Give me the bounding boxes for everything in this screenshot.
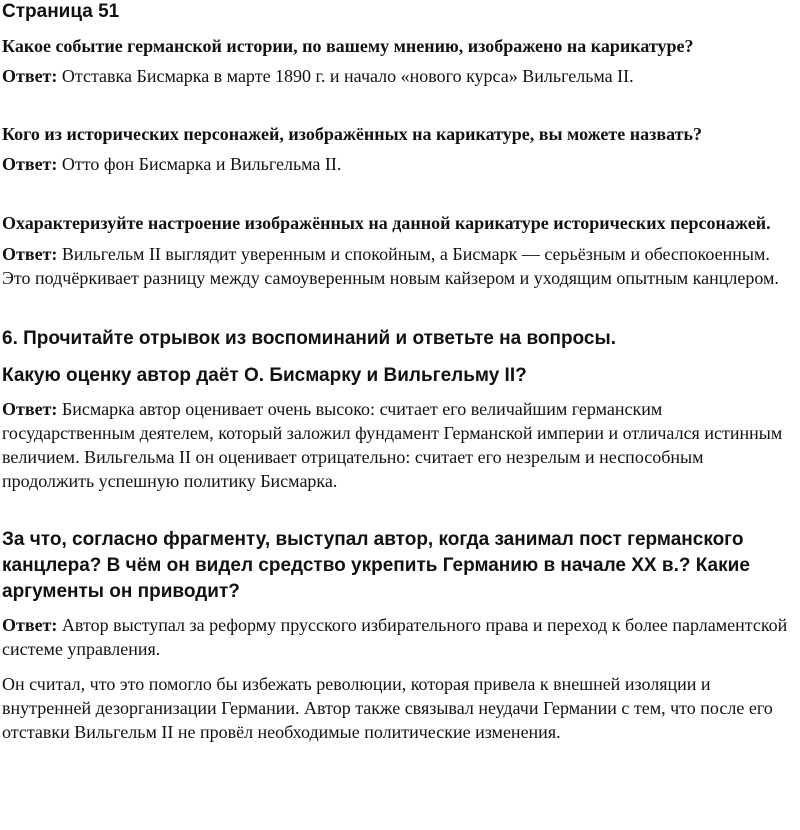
answer-label: Ответ:: [2, 244, 58, 264]
answer-label: Ответ:: [2, 154, 58, 174]
answer-2-text: Отто фон Бисмарка и Вильгельма II.: [61, 154, 342, 174]
answer-label: Ответ:: [2, 399, 58, 419]
page-heading: Страница 51: [2, 1, 120, 22]
question-1: Какое событие германской истории, по вашему мнению, изображено на карикатуре?: [2, 36, 694, 56]
answer-3: [2, 242, 798, 290]
question-4: Какую оценку автор даёт О. Бисмарку и Вильгельму II?: [2, 365, 527, 386]
answer-5-continued: Он считал, что это помогло бы избежать революции, которая привела к внешней изоляции и внутренней дезорганизации Германии. Автор также связывал неудачи Германии с тем, что после его отставки Вильгельм II не провёл необходимые политические изменения.: [2, 674, 773, 742]
answer-4: [2, 397, 798, 493]
answer-label: Ответ:: [2, 615, 58, 635]
question-2: Кого из исторических персонажей, изображённых на карикатуре, вы можете назвать?: [2, 124, 702, 144]
answer-1-text: Отставка Бисмарка в марте 1890 г. и начало «нового курса» Вильгельма II.: [61, 66, 634, 86]
answer-3-text: Вильгельм II выглядит уверенным и спокойным, а Бисмарк — серьёзным и обеспокоенным. Это подчёркивает разницу между самоуверенным новым кайзером и уходящим опытным канцлером.: [2, 244, 779, 288]
answer-label: Ответ:: [2, 66, 58, 86]
question-5: За что, согласно фрагменту, выступал автор, когда занимал пост германского канцлера? В чём он видел средство укрепить Германию в начале XX в.? Какие аргументы он приводит?: [2, 529, 750, 602]
answer-5-text: Автор выступал за реформу прусского избирательного права и переход к более парламентской системе управления.: [2, 615, 788, 659]
answer-5: [2, 613, 798, 661]
task-6-heading: 6. Прочитайте отрывок из воспоминаний и ответьте на вопросы.: [2, 328, 616, 349]
answer-1: [2, 64, 798, 88]
answer-4-text: Бисмарка автор оценивает очень высоко: считает его величайшим германским государственным деятелем, который заложил фундамент Германской империи и отличался истинным величием. Вильгельма II он оценивает отрицательно: считает его незрелым и неспособным продолжить успешную политику Бисмарка.: [2, 399, 783, 491]
answer-2: [2, 152, 798, 176]
question-3: Охарактеризуйте настроение изображённых на данной карикатуре исторических персонажей.: [2, 213, 771, 233]
